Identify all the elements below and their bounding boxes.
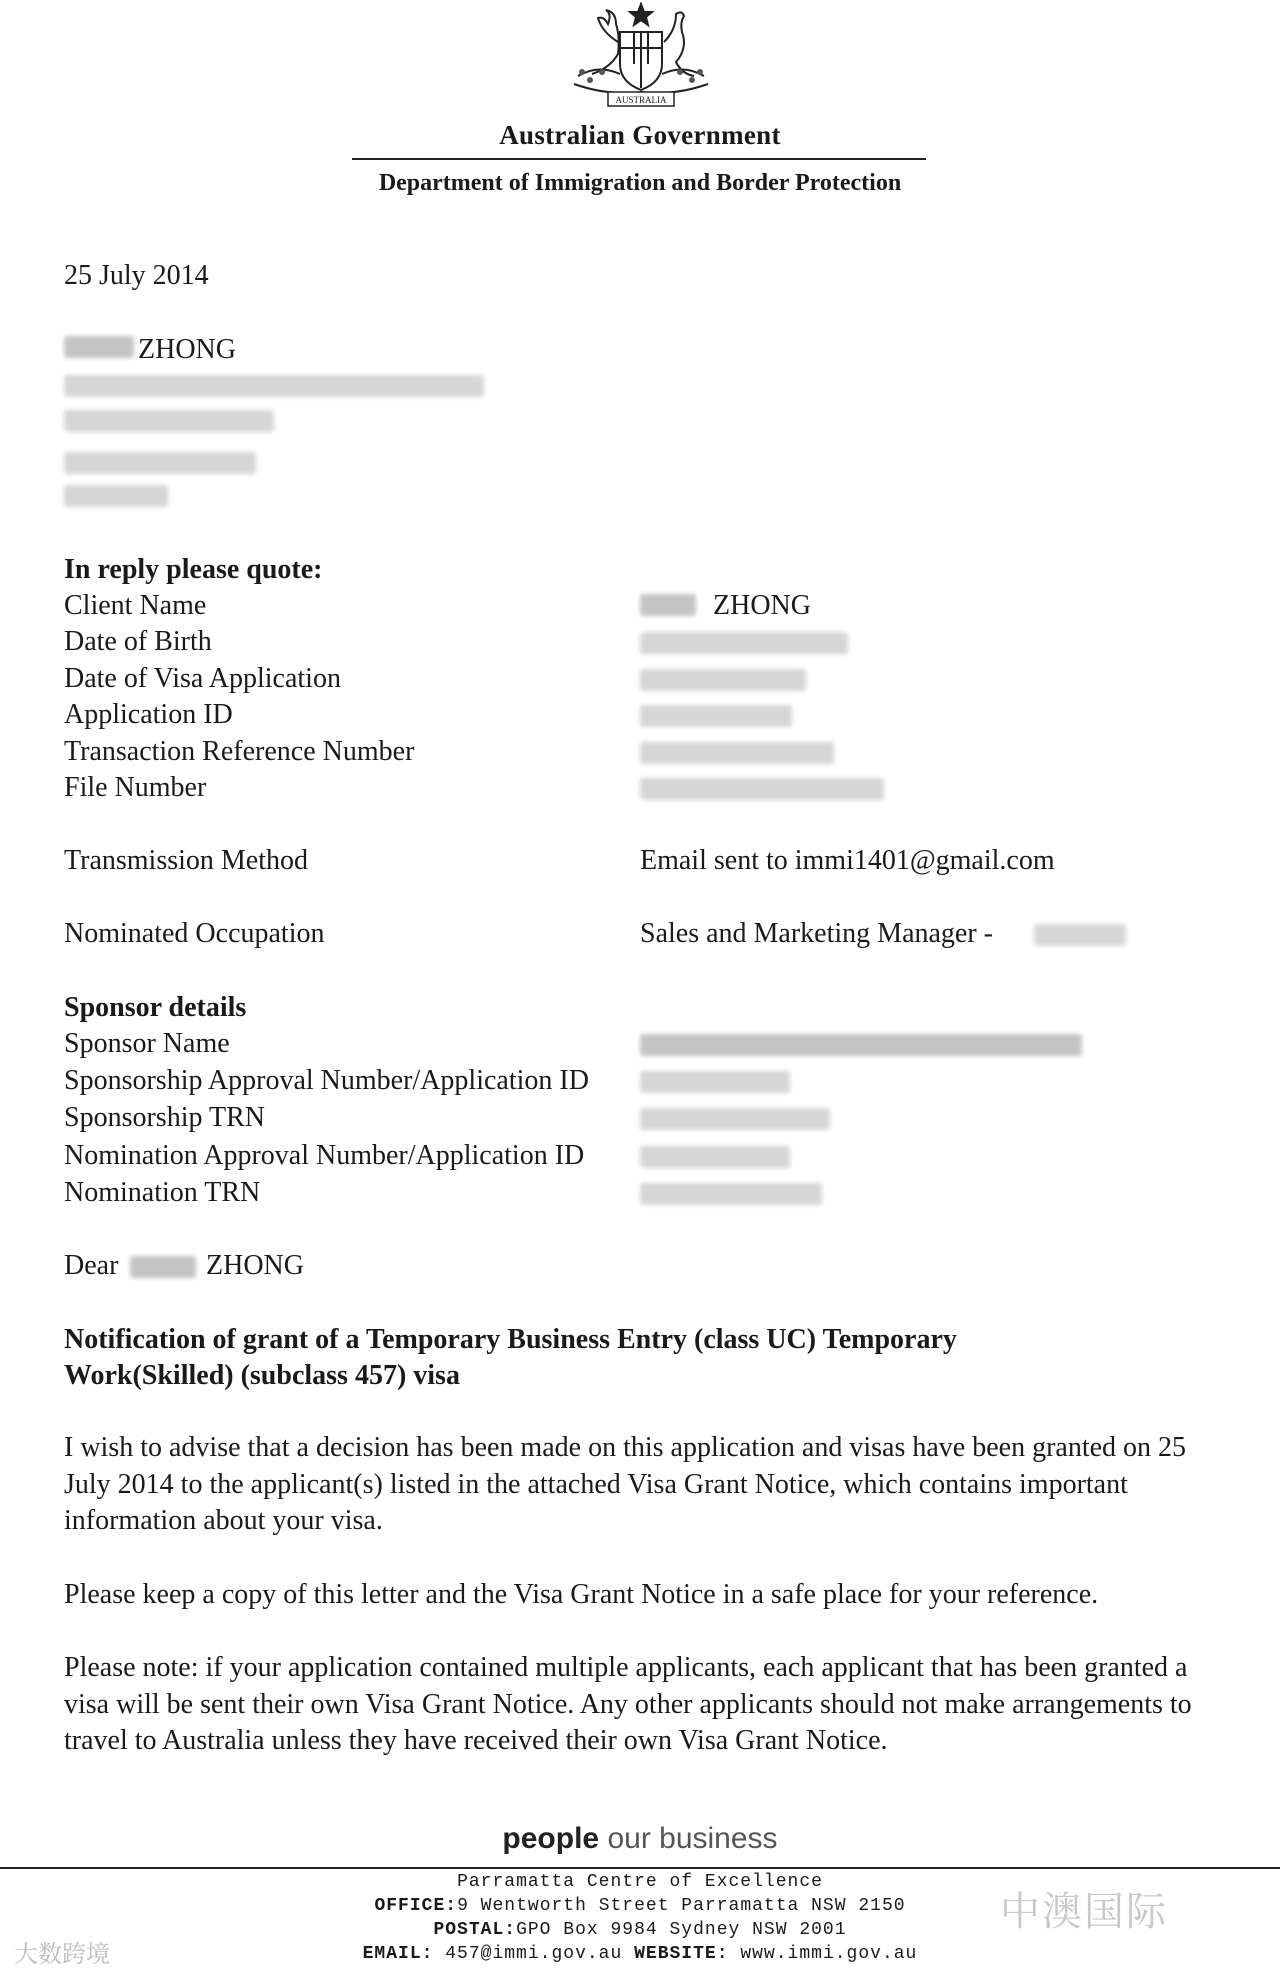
field-label: Date of Birth — [64, 626, 212, 657]
postal-address: GPO Box 9984 Sydney NSW 2001 — [516, 1920, 847, 1940]
redacted-address-line — [64, 452, 256, 474]
transmission-value: Email sent to immi1401@gmail.com — [640, 845, 1055, 876]
office-label: OFFICE: — [374, 1896, 458, 1916]
redacted-address-line — [64, 485, 168, 507]
department-name: Department of Immigration and Border Protection — [378, 170, 902, 196]
header-divider — [352, 158, 926, 160]
field-label: Date of Visa Application — [64, 663, 341, 694]
redacted-value — [640, 1146, 790, 1168]
subject-line: Work(Skilled) (subclass 457) visa — [64, 1360, 460, 1391]
redacted-value — [1034, 924, 1126, 946]
sponsor-field-label: Nomination TRN — [64, 1177, 261, 1208]
redacted-value — [640, 778, 884, 800]
letter-date: 25 July 2014 — [64, 260, 209, 291]
redacted-given-name — [130, 1256, 196, 1278]
email-label: EMAIL: — [362, 1944, 434, 1964]
transmission-label: Transmission Method — [64, 845, 309, 876]
redacted-value — [640, 1108, 830, 1130]
email-address: 457@immi.gov.au — [445, 1944, 623, 1964]
sponsor-heading: Sponsor details — [64, 992, 247, 1023]
sponsor-field-label: Sponsorship TRN — [64, 1102, 265, 1133]
body-paragraph: Please keep a copy of this letter and the Visa Grant Notice in a safe place for your reference. — [64, 1579, 1099, 1610]
redacted-value — [640, 1183, 822, 1205]
sponsor-field-label: Nomination Approval Number/Application ID — [64, 1140, 585, 1171]
watermark-left: 大数跨境 — [14, 1941, 110, 1968]
redacted-value — [640, 742, 834, 764]
redacted-address-line — [64, 410, 274, 432]
website-label: WEBSITE: — [634, 1944, 729, 1964]
body-paragraph: I wish to advise that a decision has been made on this application and visas have been granted on 25 July 2014 to the applicant(s) listed in the attached Visa Grant Notice, which contains important information about your visa. — [64, 1432, 1187, 1536]
occupation-label: Nominated Occupation — [64, 918, 325, 949]
website-address: www.immi.gov.au — [740, 1944, 918, 1964]
footer-contact — [0, 1942, 1280, 1966]
government-title: Australian Government — [499, 120, 781, 150]
salutation: Dear — [64, 1250, 119, 1281]
addressee-surname: ZHONG — [138, 334, 236, 365]
client-name-value: ZHONG — [713, 590, 811, 621]
redacted-address-line — [64, 375, 484, 397]
coat-of-arms-logo — [558, 2, 724, 114]
sponsor-field-label: Sponsorship Approval Number/Application ID — [64, 1065, 589, 1096]
salutation-surname: ZHONG — [206, 1250, 304, 1281]
footer-divider — [0, 1867, 1280, 1869]
svg-text:AUSTRALIA: AUSTRALIA — [615, 95, 667, 105]
tagline-rest: our business — [607, 1822, 778, 1855]
subject-line: Notification of grant of a Temporary Business Entry (class UC) Temporary — [64, 1324, 957, 1355]
field-label: Transaction Reference Number — [64, 736, 415, 767]
tagline — [0, 1822, 1280, 1856]
postal-label: POSTAL: — [433, 1920, 517, 1940]
sponsor-field-label: Sponsor Name — [64, 1028, 230, 1059]
redacted-value — [640, 594, 696, 616]
redacted-value — [640, 705, 792, 727]
watermark-right: 中澳国际 — [1000, 1889, 1168, 1935]
field-label: File Number — [64, 772, 207, 803]
tagline-bold: people — [502, 1822, 600, 1855]
footer-centre: Parramatta Centre of Excellence — [457, 1872, 823, 1892]
redacted-value — [640, 632, 848, 654]
redacted-given-name — [64, 336, 134, 358]
field-label: Application ID — [64, 699, 233, 730]
field-label: Client Name — [64, 590, 207, 621]
redacted-value — [640, 1034, 1082, 1056]
redacted-value — [640, 669, 806, 691]
occupation-value: Sales and Marketing Manager - — [640, 918, 993, 949]
quote-heading: In reply please quote: — [64, 554, 323, 585]
redacted-value — [640, 1071, 790, 1093]
body-paragraph: Please note: if your application contained multiple applicants, each applicant that has been granted a visa will be sent their own Visa Grant Notice. Any other applicants should not make arrangements to travel to Australia unless they have received their own Visa Grant Notice. — [64, 1652, 1192, 1756]
office-address: 9 Wentworth Street Parramatta NSW 2150 — [457, 1896, 906, 1916]
